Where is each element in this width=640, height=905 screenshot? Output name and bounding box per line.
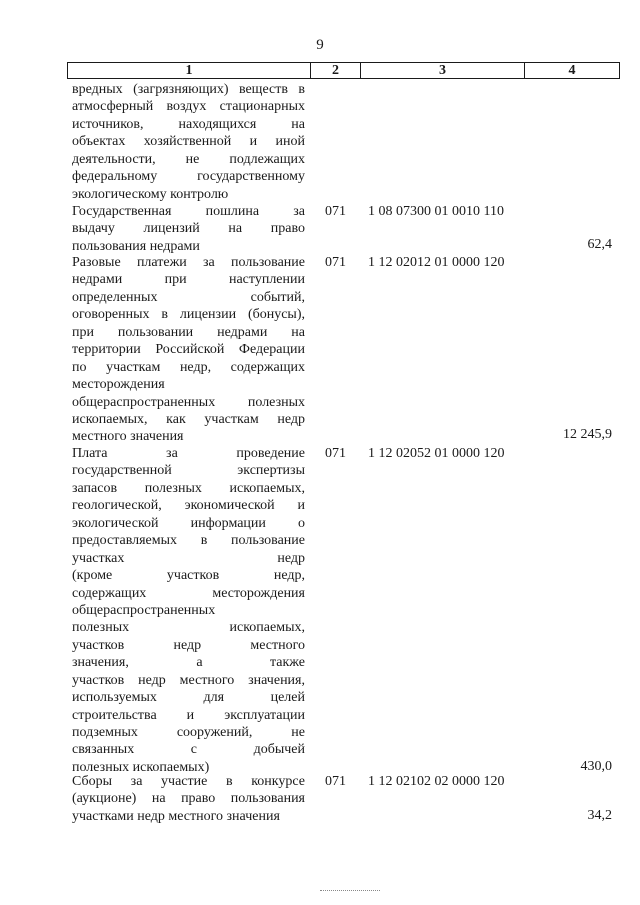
row-name-line: Государственная пошлина за <box>72 204 305 219</box>
row-amount: 12 245,9 <box>563 427 612 442</box>
row-name-line: (кроме участков недр, <box>72 568 305 584</box>
row-name-line: Сборы за участие в конкурсе <box>72 774 305 789</box>
row-name-line: деятельности, не подлежащих <box>72 151 305 167</box>
row-amount: 430,0 <box>580 759 612 774</box>
row-name-line: федеральному государственному <box>72 169 305 185</box>
row-name-line: значения, а также <box>72 655 305 671</box>
row-name-line: общераспространенных полезных <box>72 394 305 410</box>
row-name-line: месторождения <box>72 377 165 393</box>
row-name-line: вредных (загрязняющих) веществ в <box>72 82 305 97</box>
row-name-line: используемых для целей <box>72 690 305 706</box>
row-name-line: полезных ископаемых) <box>72 759 210 775</box>
row-name-line: выдачу лицензий на право <box>72 221 305 237</box>
row-admin-code: 071 <box>325 204 346 219</box>
row-name-line: по участкам недр, содержащих <box>72 359 305 375</box>
header-col-2: 2 <box>311 63 361 78</box>
row-name-line: объектах хозяйственной и иной <box>72 134 305 150</box>
row-budget-code: 1 08 07300 01 0010 110 <box>368 204 504 219</box>
row-name-line: при пользовании недрами на <box>72 324 305 340</box>
row-name <box>72 445 305 776</box>
scan-artifact <box>320 890 380 894</box>
row-name-line: строительства и эксплуатации <box>72 707 305 723</box>
row-name-line: полезных ископаемых, <box>72 620 305 636</box>
row-name-line: недрами при наступлении <box>72 272 305 288</box>
header-col-3: 3 <box>361 63 525 78</box>
row-budget-code: 1 12 02012 01 0000 120 <box>368 255 505 270</box>
row-name-line: участками недр местного значения <box>72 808 280 824</box>
row-name <box>72 203 305 255</box>
row-name-line: содержащих месторождения <box>72 585 305 601</box>
row-name-line: Плата за проведение <box>72 446 305 461</box>
row-name-line: территории Российской Федерации <box>72 342 305 358</box>
row-name-line: предоставляемых в пользование <box>72 533 305 549</box>
row-name-line: государственной экспертизы <box>72 463 305 479</box>
row-budget-code: 1 12 02052 01 0000 120 <box>368 446 505 461</box>
row-name-line: связанных с добычей <box>72 742 305 758</box>
row-name <box>72 773 305 825</box>
row-name-line: геологической, экономической и <box>72 498 305 514</box>
row-name-line: Разовые платежи за пользование <box>72 255 305 270</box>
row-name-line: общераспространенных <box>72 602 216 618</box>
row-budget-code: 1 12 02102 02 0000 120 <box>368 774 505 789</box>
row-name-line: подземных сооружений, не <box>72 725 305 740</box>
row-name-line: экологическому контролю <box>72 186 229 202</box>
row-amount: 34,2 <box>587 808 612 823</box>
row-name-line: участков недр местного <box>72 637 305 653</box>
row-name-line: источников, находящихся на <box>72 116 305 132</box>
row-admin-code: 071 <box>325 446 346 461</box>
row-name-line: определенных событий, <box>72 289 305 305</box>
row-name-line: атмосферный воздух стационарных <box>72 99 305 115</box>
table-header <box>67 62 620 79</box>
row-amount: 62,4 <box>587 237 612 252</box>
row-name-line: местного значения <box>72 429 184 445</box>
header-col-4: 4 <box>568 63 576 78</box>
row-name <box>72 254 305 446</box>
row-name-line: пользования недрами <box>72 238 200 254</box>
row-name-line: ископаемых, как участкам недр <box>72 411 305 427</box>
page-number: 9 <box>316 37 324 53</box>
row-name-line: оговоренных в лицензии (бонусы), <box>72 307 305 323</box>
row-name <box>72 81 305 203</box>
row-admin-code: 071 <box>325 255 346 270</box>
row-admin-code: 071 <box>325 774 346 789</box>
row-name-line: участков недр местного значения, <box>72 672 305 688</box>
row-name-line: (аукционе) на право пользования <box>72 791 305 807</box>
row-name-line: участках недр <box>72 550 305 566</box>
header-col-1: 1 <box>68 63 311 78</box>
row-name-line: экологической информации о <box>72 515 305 531</box>
row-name-line: запасов полезных ископаемых, <box>72 480 305 496</box>
